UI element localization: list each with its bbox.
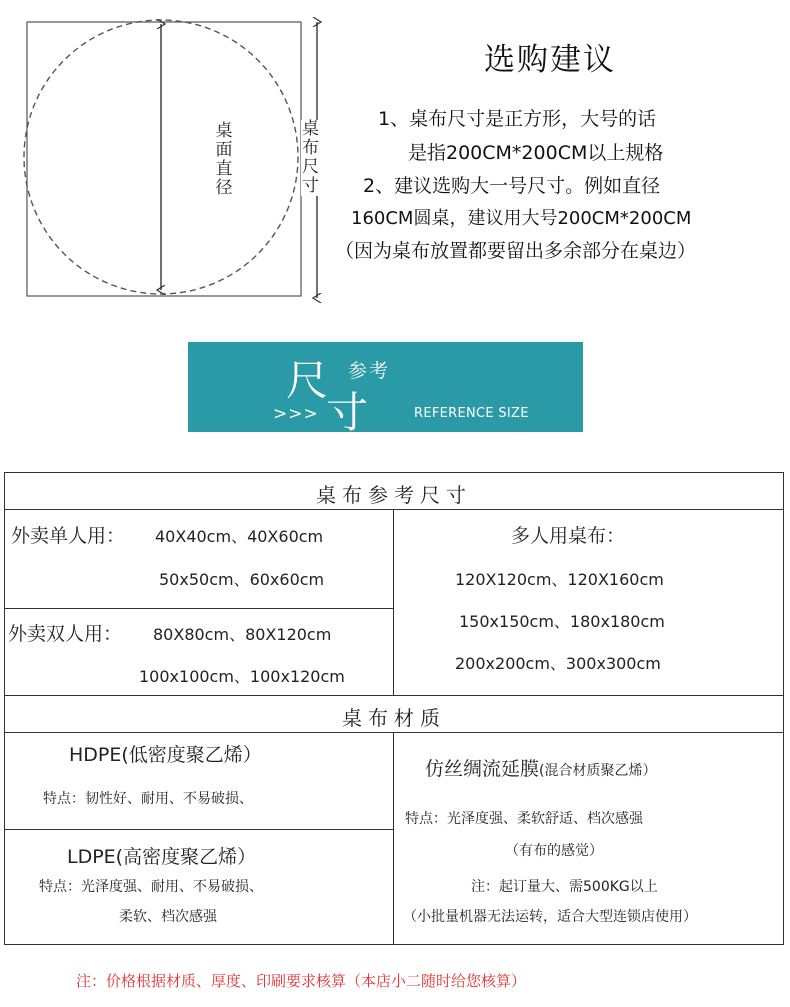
multi-use-size-1: 120X120cm、120X160cm bbox=[455, 570, 664, 589]
hdpe-title: HDPE(低密度聚乙烯） bbox=[69, 744, 262, 766]
advice-line-5: （因为桌布放置都要留出多余部分在桌边） bbox=[335, 240, 697, 262]
pricing-note: 注：价格根据材质、厚度、印刷要求核算（本店小二随时给您核算） bbox=[76, 972, 527, 990]
silk-subtitle: (混合材质聚乙烯） bbox=[539, 763, 657, 779]
advice-line-1: 1、桌布尺寸是正方形，大号的话 bbox=[378, 108, 657, 130]
silk-title: 仿丝绸流延膜 bbox=[425, 758, 540, 780]
banner-cankao: 参考 bbox=[348, 360, 391, 382]
tablecloth-square bbox=[27, 22, 301, 296]
double-use-sizes-2: 100x100cm、100x120cm bbox=[139, 667, 345, 686]
ldpe-feature-2: 柔软、档次感强 bbox=[119, 909, 217, 925]
banner-char-chi: 尺 bbox=[286, 356, 329, 405]
advice-line-2: 是指200CM*200CM以上规格 bbox=[408, 142, 664, 164]
ldpe-feature-1: 特点：光泽度强、耐用、不易破损、 bbox=[39, 879, 263, 895]
advice-title: 选购建议 bbox=[484, 42, 616, 78]
advice-line-4: 160CM圆桌，建议用大号200CM*200CM bbox=[351, 208, 692, 229]
tablecloth-size-label: 桌布尺寸 bbox=[302, 119, 319, 196]
reference-size-banner bbox=[188, 342, 583, 437]
banner-char-cun: 寸 bbox=[326, 388, 369, 437]
multi-use-size-3: 200x200cm、300x300cm bbox=[455, 654, 661, 673]
size-diagram bbox=[0, 0, 340, 310]
size-diagram-graphic bbox=[0, 0, 340, 310]
single-use-sizes-1: 40X40cm、40X60cm bbox=[155, 527, 324, 546]
silk-note-1: 注：起订量大、需500KG以上 bbox=[471, 879, 658, 895]
banner-english: REFERENCE SIZE bbox=[414, 406, 529, 421]
material-table bbox=[4, 695, 784, 945]
multi-use-size-2: 150x150cm、180x180cm bbox=[459, 612, 665, 631]
banner-arrows: >>> bbox=[273, 404, 319, 424]
ldpe-title: LDPE(高密度聚乙烯） bbox=[67, 846, 257, 868]
size-table-header: 桌布参考尺寸 bbox=[316, 483, 472, 507]
advice-line-3: 2、建议选购大一号尺寸。例如直径 bbox=[363, 175, 661, 197]
double-use-label: 外卖双人用： bbox=[8, 623, 123, 645]
size-table bbox=[4, 472, 784, 696]
multi-use-title: 多人用桌布： bbox=[511, 525, 626, 547]
silk-feature-1: 特点：光泽度强、柔软舒适、档次感强 bbox=[405, 811, 643, 827]
single-use-sizes-2: 50x50cm、60x60cm bbox=[159, 570, 325, 589]
hdpe-feature: 特点：韧性好、耐用、不易破损、 bbox=[43, 791, 253, 807]
silk-title-row bbox=[425, 754, 656, 781]
table-diameter-label: 桌面直径 bbox=[215, 121, 233, 198]
material-table-header: 桌布材质 bbox=[342, 706, 446, 730]
silk-note-2: （小批量机器无法运转，适合大型连锁店使用） bbox=[403, 909, 697, 925]
double-use-sizes-1: 80X80cm、80X120cm bbox=[153, 625, 332, 644]
silk-feature-2: （有布的感觉） bbox=[505, 843, 603, 859]
single-use-label: 外卖单人用： bbox=[11, 525, 126, 547]
